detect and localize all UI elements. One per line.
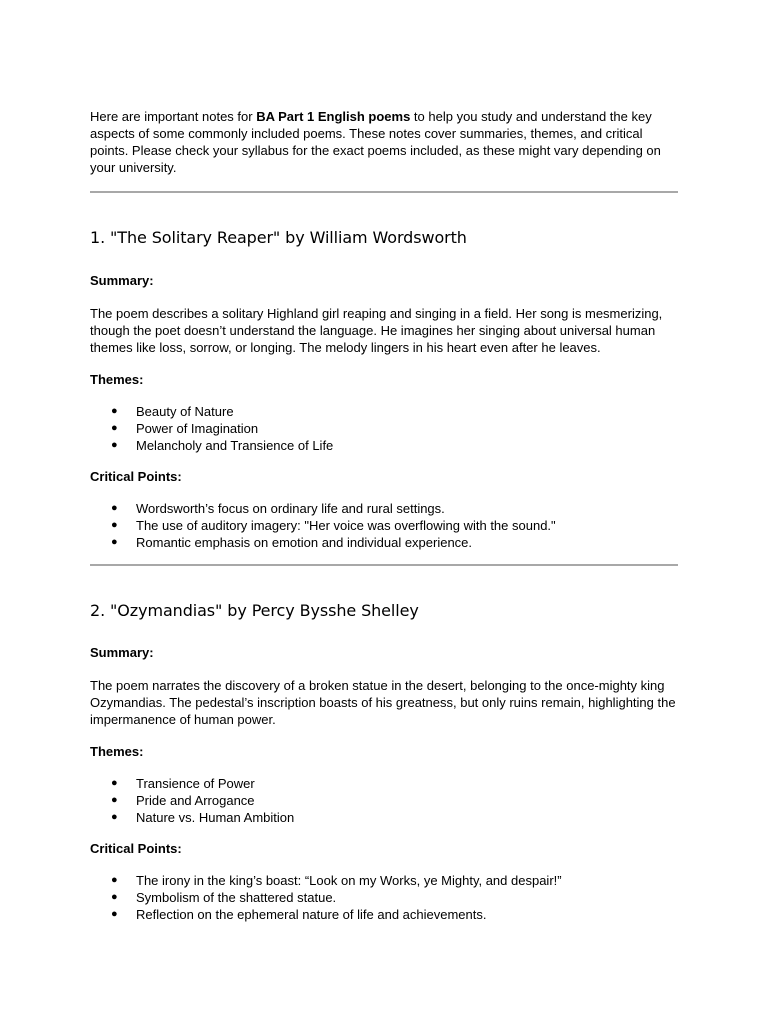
list-item: ● Beauty of Nature [111,404,234,419]
intro-bold: BA Part 1 English poems [256,109,411,124]
list-item: ● The irony in the king’s boast: “Look on my Works, ye Mighty, and despair!” [111,873,562,888]
critical-label: Critical Points: [90,469,182,484]
list-item: ● Symbolism of the shattered statue. [111,890,337,905]
intro-prefix: Here are important notes for [90,109,257,124]
themes-list [90,403,680,454]
themes-label: Themes: [90,372,144,387]
bullet-icon: ● [111,908,118,920]
bullet-icon: ● [111,405,118,417]
bullet-icon: ● [111,874,118,886]
divider [90,191,678,193]
list-item: ● Pride and Arrogance [111,793,255,808]
bullet-icon: ● [111,439,118,451]
themes-list [90,775,680,826]
bullet-icon: ● [111,536,118,548]
section-title: 2. "Ozymandias" by Percy Bysshe Shelley [90,601,419,620]
list-item: ● Nature vs. Human Ambition [111,810,295,825]
bullet-icon: ● [111,777,118,789]
summary-text: The poem narrates the discovery of a broken statue in the desert, belonging to the once-mighty king Ozymandias. The pedestal’s inscription boasts of his greatness, but only ruins remain, highlighting the impermanence of human power. [90,678,676,727]
summary-label: Summary: [90,273,154,288]
bullet-icon: ● [111,502,118,514]
document-page [90,108,680,923]
list-item: ● Romantic emphasis on emotion and individual experience. [111,535,473,550]
critical-list [90,872,680,923]
bullet-icon: ● [111,891,118,903]
list-item: ● The use of auditory imagery: "Her voice was overflowing with the sound." [111,518,556,533]
critical-list [90,500,680,551]
bullet-icon: ● [111,422,118,434]
section-title: 1. "The Solitary Reaper" by William Wordsworth [90,228,467,247]
summary-text: The poem describes a solitary Highland girl reaping and singing in a field. Her song is mesmerizing, though the poet doesn’t understand the language. He imagines her singing about universal human themes like loss, sorrow, or longing. The melody lingers in his heart even after he leaves. [90,306,663,355]
list-item: ● Reflection on the ephemeral nature of life and achievements. [111,907,487,922]
bullet-icon: ● [111,519,118,531]
summary-label: Summary: [90,645,154,660]
bullet-icon: ● [111,794,118,806]
intro-suffix: to help you study and understand the key aspects of some commonly included poems. These notes cover summaries, themes, and critical points. Please check your syllabus for the exact poems included, as these might vary depending on your university. [90,109,661,175]
bullet-icon: ● [111,811,118,823]
critical-label: Critical Points: [90,841,182,856]
list-item: ● Melancholy and Transience of Life [111,438,334,453]
intro-paragraph [90,108,680,176]
themes-label: Themes: [90,744,144,759]
list-item: ● Transience of Power [111,776,255,791]
list-item: ● Power of Imagination [111,421,259,436]
list-item: ● Wordsworth’s focus on ordinary life and rural settings. [111,501,445,516]
divider [90,564,678,566]
